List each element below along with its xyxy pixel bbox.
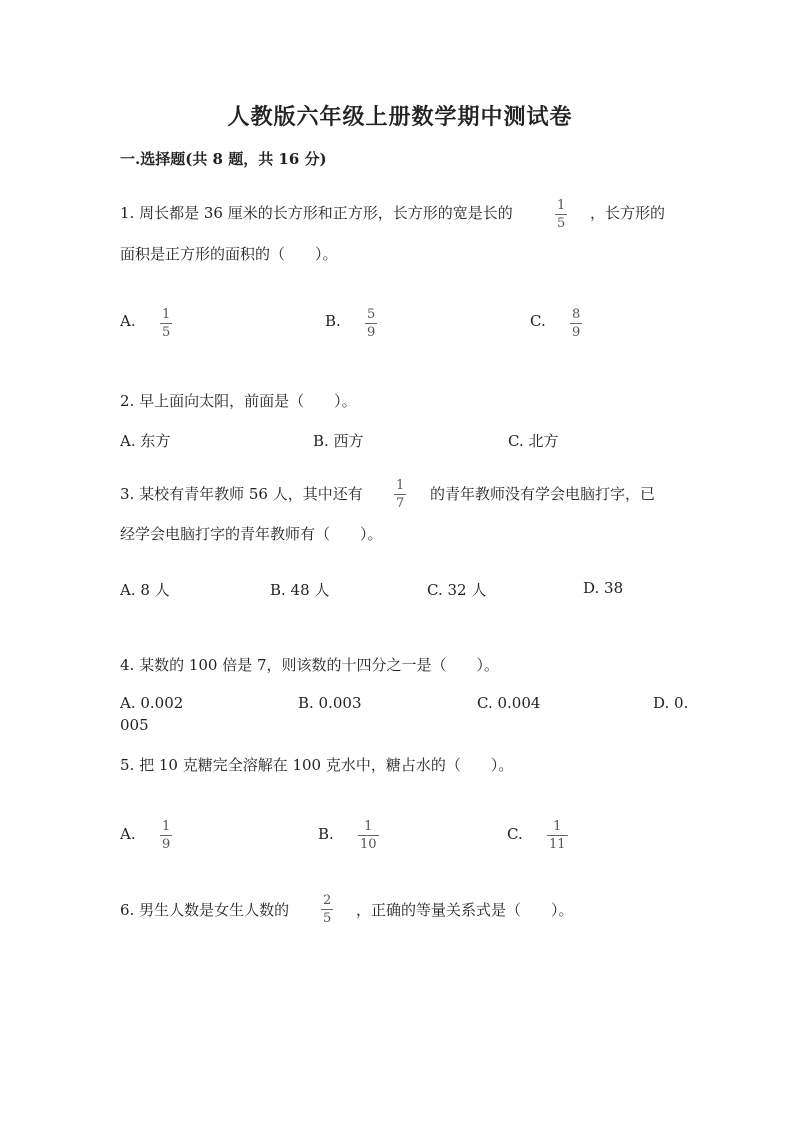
q1-option-a-den: 5 — [162, 325, 171, 340]
q2-option-a: A. 东方 — [120, 432, 171, 450]
q3-option-c: C. 32 人 — [427, 581, 487, 599]
q2-text: 2. 早上面向太阳，前面是（ ）。 — [120, 392, 357, 410]
q2-option-c: C. 北方 — [508, 432, 559, 450]
q1-option-c-label: C. — [530, 312, 546, 330]
q5-option-b-den: 10 — [360, 837, 377, 852]
q1-frac-den: 5 — [557, 216, 566, 231]
q3-frac-num: 1 — [396, 478, 405, 493]
q2-option-b: B. 西方 — [313, 432, 364, 450]
q1-option-b-den: 9 — [367, 325, 376, 340]
q5-option-b-label: B. — [318, 825, 334, 843]
q3-option-d: D. 38 — [583, 579, 624, 597]
q4-text: 4. 某数的 100 倍是 7，则该数的十四分之一是（ ）。 — [120, 656, 500, 674]
q1-option-c-fraction — [570, 307, 582, 340]
q6-text-b: ，正确的等量关系式是（ ）。 — [356, 901, 574, 919]
q4-option-c: C. 0.004 — [477, 694, 541, 712]
q1-frac-num: 1 — [557, 198, 566, 213]
q1-option-a-label: A. — [120, 312, 136, 330]
q6-text-a: 6. 男生人数是女生人数的 — [120, 901, 290, 919]
q3-fraction — [394, 478, 406, 511]
q3-text-a: 3. 某校有青年教师 56 人，其中还有 — [120, 485, 363, 503]
q1-text-b: ，长方形的 — [590, 204, 666, 222]
q5-option-b-num: 1 — [364, 819, 373, 834]
q1-option-b-label: B. — [325, 312, 341, 330]
q4-option-d: D. 0. — [653, 694, 689, 712]
q5-option-c-num: 1 — [553, 819, 562, 834]
q1-option-a-fraction — [160, 307, 172, 340]
q3-option-a: A. 8 人 — [120, 581, 170, 599]
q1-text-c: 面积是正方形的面积的（ ）。 — [120, 245, 338, 263]
q5-option-b-fraction — [358, 819, 379, 852]
q1-option-a-num: 1 — [162, 307, 171, 322]
q1-option-c-num: 8 — [572, 307, 581, 322]
q5-option-a-den: 9 — [162, 837, 171, 852]
q3-frac-den: 7 — [396, 496, 405, 511]
page-title: 人教版六年级上册数学期中测试卷 — [227, 104, 573, 130]
q5-option-a-label: A. — [120, 825, 136, 843]
q3-text-c: 经学会电脑打字的青年教师有（ ）。 — [120, 525, 383, 543]
q5-option-c-den: 11 — [549, 837, 566, 852]
q6-frac-den: 5 — [323, 911, 332, 926]
q5-option-a-fraction — [160, 819, 172, 852]
section-heading: 一.选择题(共 8 题，共 16 分) — [120, 150, 327, 168]
q5-option-a-num: 1 — [162, 819, 171, 834]
q6-fraction — [321, 893, 333, 926]
q1-fraction — [555, 198, 567, 231]
q3-text-b: 的青年教师没有学会电脑打字，已 — [430, 485, 656, 503]
q6-frac-num: 2 — [323, 893, 332, 908]
q4-option-b: B. 0.003 — [298, 694, 362, 712]
q1-option-c-den: 9 — [572, 325, 581, 340]
q3-option-b: B. 48 人 — [270, 581, 330, 599]
q5-option-c-label: C. — [507, 825, 523, 843]
q1-text-a: 1. 周长都是 36 厘米的长方形和正方形，长方形的宽是长的 — [120, 204, 513, 222]
q5-text: 5. 把 10 克糖完全溶解在 100 克水中，糖占水的（ ）。 — [120, 756, 514, 774]
q4-option-a: A. 0.002 — [120, 694, 184, 712]
q5-option-c-fraction — [547, 819, 568, 852]
q1-option-b-num: 5 — [367, 307, 376, 322]
q1-option-b-fraction — [365, 307, 377, 340]
q4-option-d-wrap: 005 — [120, 716, 149, 734]
